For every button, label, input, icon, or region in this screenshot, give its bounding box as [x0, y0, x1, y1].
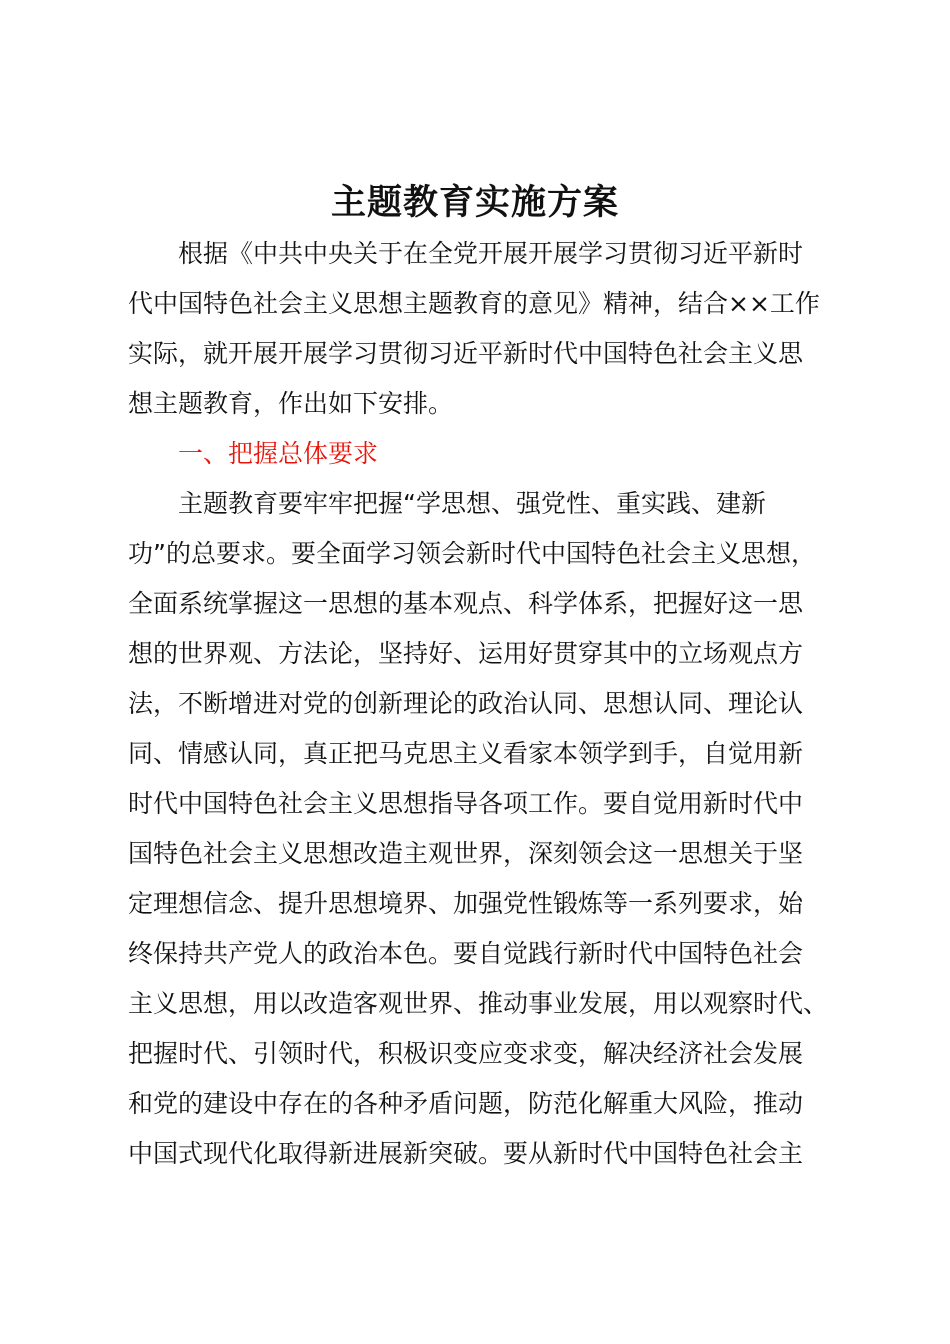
paragraph-line: 法，不断增进对党的创新理论的政治认同、思想认同、理论认 [128, 689, 804, 718]
paragraph-line: 时代中国特色社会主义思想指导各项工作。要自觉用新时代中 [128, 789, 804, 818]
section-paragraph [128, 479, 832, 1179]
section-heading [128, 429, 832, 479]
document-title: 主题教育实施方案 [330, 183, 619, 223]
paragraph-line: 国特色社会主义思想改造主观世界，深刻领会这一思想关于坚 [128, 839, 804, 868]
paragraph-line: 功”的总要求。要全面学习领会新时代中国特色社会主义思想， [128, 539, 816, 568]
paragraph-line: 中国式现代化取得新进展新突破。要从新时代中国特色社会主 [128, 1139, 804, 1168]
paragraph-line: 主题教育要牢牢把握“学思想、强党性、重实践、建新 [178, 489, 766, 518]
intro-paragraph [128, 229, 832, 429]
paragraph-line: 和党的建设中存在的各种矛盾问题，防范化解重大风险，推动 [128, 1089, 804, 1118]
paragraph-line: 定理想信念、提升思想境界、加强党性锻炼等一系列要求，始 [128, 889, 804, 918]
paragraph-line: 同、情感认同，真正把马克思主义看家本领学到手，自觉用新 [128, 739, 804, 768]
section-heading-text: 一、把握总体要求 [178, 439, 379, 468]
intro-line: 代中国特色社会主义思想主题教育的意见》精神，结合××工作 [128, 289, 820, 318]
intro-line: 根据《中共中央关于在全党开展开展学习贯彻习近平新时 [178, 239, 804, 268]
paragraph-line: 把握时代、引领时代，积极识变应变求变，解决经济社会发展 [128, 1039, 804, 1068]
intro-line: 想主题教育，作出如下安排。 [128, 389, 454, 418]
paragraph-line: 主义思想，用以改造客观世界、推动事业发展，用以观察时代、 [128, 989, 829, 1018]
paragraph-line: 终保持共产党人的政治本色。要自觉践行新时代中国特色社会 [128, 939, 804, 968]
paragraph-line: 想的世界观、方法论，坚持好、运用好贯穿其中的立场观点方 [128, 639, 804, 668]
paragraph-line: 全面系统掌握这一思想的基本观点、科学体系，把握好这一思 [128, 589, 804, 618]
intro-line: 实际，就开展开展学习贯彻习近平新时代中国特色社会主义思 [128, 339, 804, 368]
